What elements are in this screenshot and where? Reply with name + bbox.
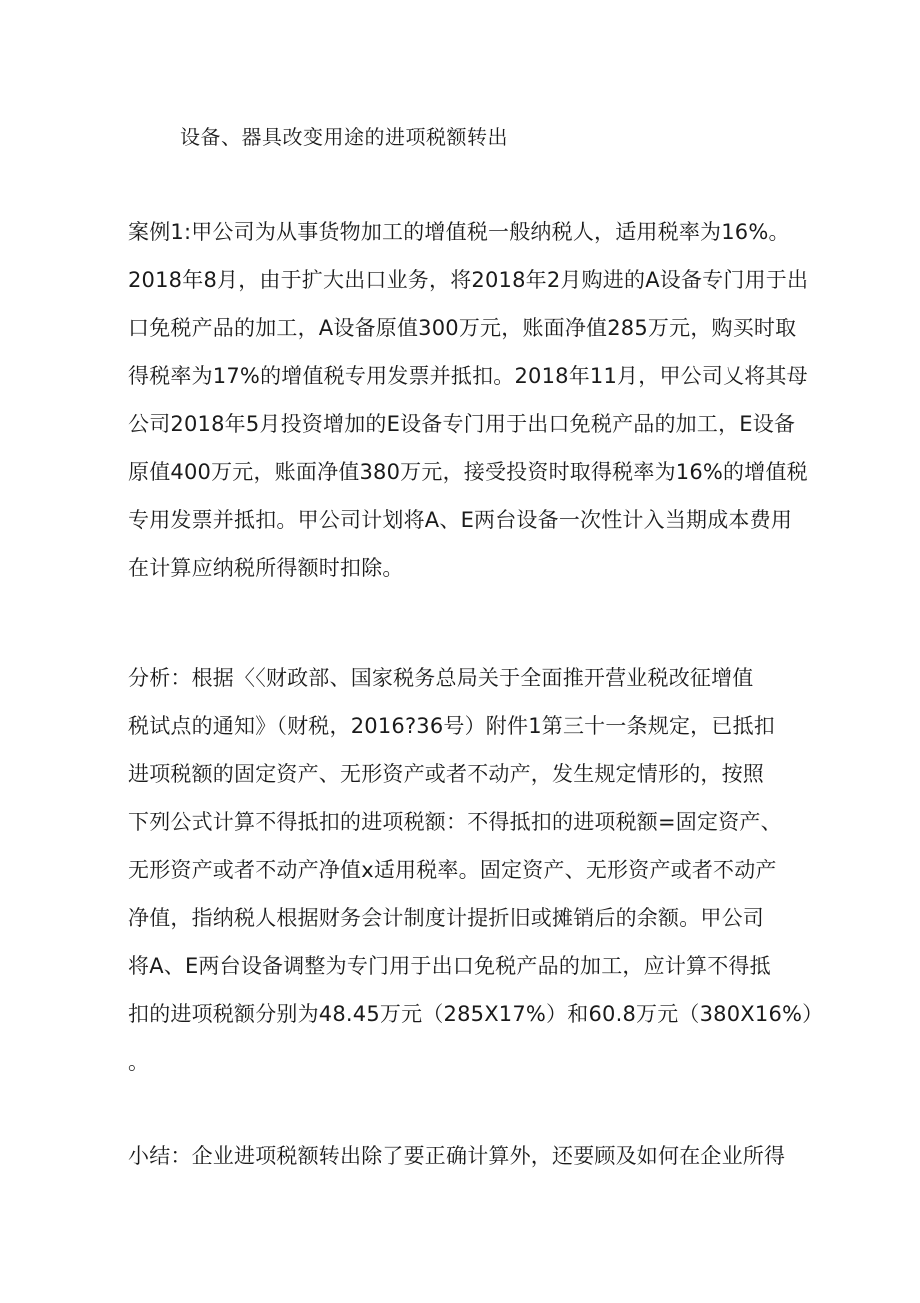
case-line: 公司2018年5月投资增加的E设备专门用于出口免税产品的加工，E设备 [128,412,796,436]
analysis-line: 扣的进项税额分别为48.45万元（285X17%）和60.8万元（380X16%） [128,1002,824,1026]
case-line: 口免税产品的加工，A设备原值300万元，账面净值285万元，购买时取 [128,316,797,340]
analysis-line: 下列公式计算不得抵扣的进项税额：不得抵扣的进项税额=固定资产、 [128,810,782,834]
case-line: 案例1:甲公司为从事货物加工的增值税一般纳税人，适用税率为16%。 [128,220,790,244]
case-line: 2018年8月，由于扩大出口业务，将2018年2月购进的A设备专门用于出 [128,268,809,292]
analysis-line: 进项税额的固定资产、无形资产或者不动产，发生规定情形的，按照 [128,762,764,786]
case-paragraph [128,208,809,592]
document-title: 设备、器具改变用途的进项税额转出 [180,125,508,149]
analysis-line: 税试点的通知》（财税，2016?36号）附件1第三十一条规定，已抵扣 [128,714,775,738]
case-line: 专用发票并抵扣。甲公司计划将A、E两台设备一次性计入当期成本费用 [128,508,793,532]
analysis-paragraph [128,654,824,1086]
analysis-line: 。 [128,1050,150,1074]
analysis-line: 将A、E两台设备调整为专门用于出口免税产品的加工，应计算不得抵 [128,954,771,978]
case-line: 得税率为17%的增值税专用发票并抵扣。2018年11月，甲公司乂将其母 [128,364,808,388]
case-line: 原值400万元，账面净值380万元，接受投资时取得税率为16%的增值税 [128,460,808,484]
summary-paragraph [128,1132,800,1180]
summary-line: 小结：企业进项税额转出除了要正确计算外，还要顾及如何在企业所得 [128,1144,786,1168]
case-line: 在计算应纳税所得额时扣除。 [128,556,404,580]
analysis-line: 无形资产或者不动产净值x适用税率。固定资产、无形资产或者不动产 [128,858,777,882]
analysis-line: 净值，指纳税人根据财务会计制度计提折旧或摊销后的余额。甲公司 [128,906,764,930]
analysis-line: 分析：根据〈〈财政部、国家税务总局关于全面推开营业税改征增值 [128,666,754,690]
